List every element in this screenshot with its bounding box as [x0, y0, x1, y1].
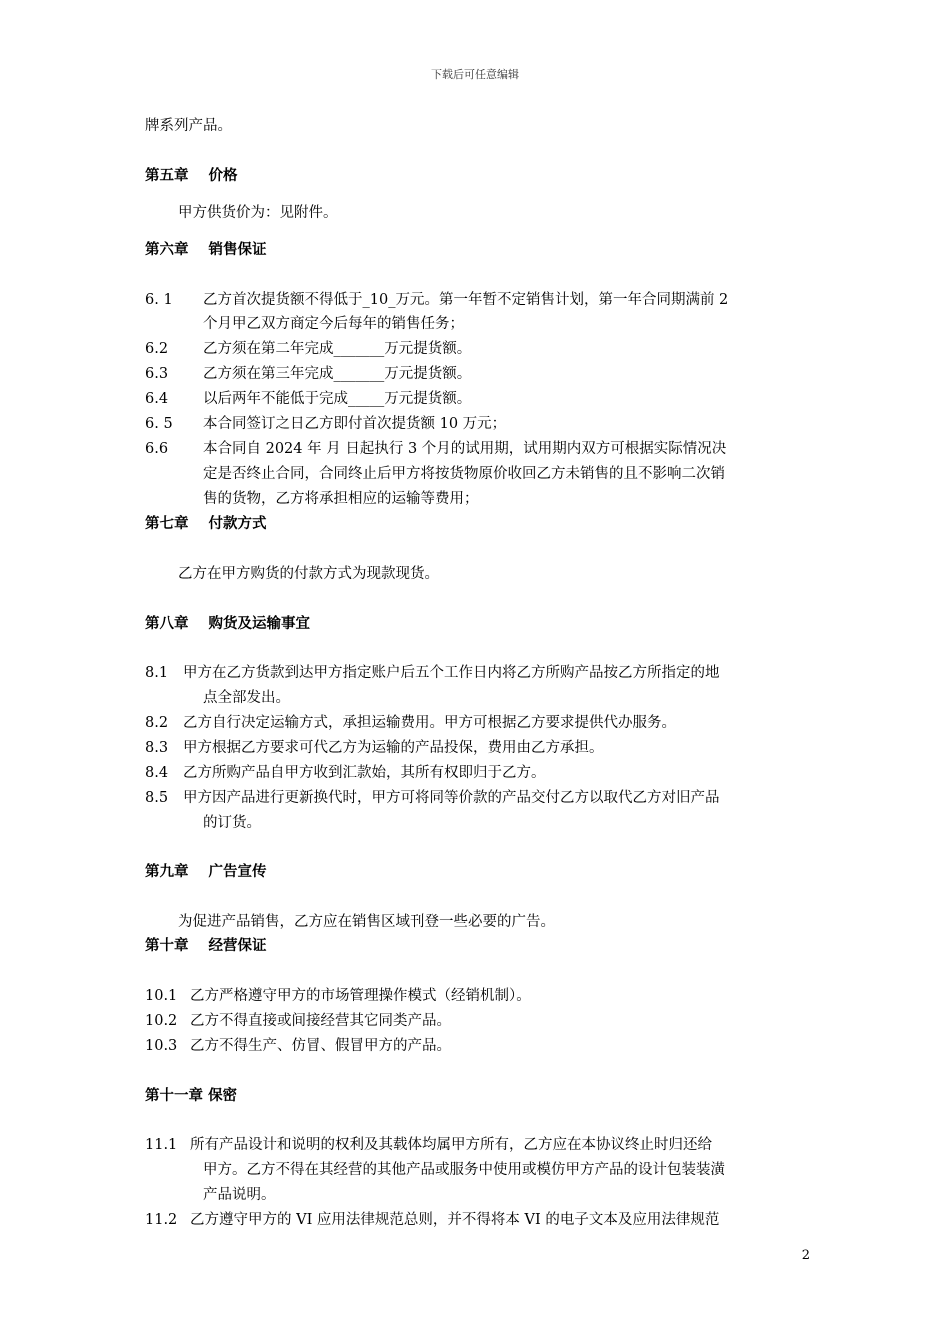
chapter-11-heading	[145, 1086, 237, 1106]
chapter-number: 第六章	[145, 241, 189, 258]
chapter-7-body: 乙方在甲方购货的付款方式为现款现货。	[178, 566, 439, 582]
clause-number: 6. 5	[145, 416, 173, 432]
chapter-title: 价格	[208, 167, 238, 184]
clause-number: 10.2	[145, 1013, 178, 1029]
page-header: 下载后可任意编辑	[431, 68, 519, 81]
clause-number: 6.4	[145, 391, 169, 407]
clause-number: 8.2	[145, 715, 169, 731]
chapter-9-heading	[145, 862, 267, 882]
chapter-title: 付款方式	[208, 515, 267, 532]
chapter-number: 第十一章	[145, 1087, 203, 1104]
clause-text: 甲方。乙方不得在其经营的其他产品或服务中使用或模仿甲方产品的设计包装装潢	[203, 1162, 725, 1178]
clause-text: 点全部发出。	[203, 690, 290, 706]
clause-text: 以后两年不能低于完成_____万元提货额。	[203, 391, 472, 407]
chapter-10-heading	[145, 936, 267, 956]
clause-number: 8.4	[145, 765, 169, 781]
chapter-7-heading	[145, 514, 267, 534]
clause-number: 11.2	[145, 1212, 178, 1228]
chapter-6-heading	[145, 240, 267, 260]
clause-number: 6.6	[145, 441, 169, 457]
chapter-number: 第七章	[145, 515, 189, 532]
chapter-number: 第九章	[145, 863, 189, 880]
chapter-title: 广告宣传	[208, 863, 267, 880]
clause-text: 乙方遵守甲方的 VI 应用法律规范总则，并不得将本 VI 的电子文本及应用法律规范	[190, 1212, 720, 1228]
clause-number: 6. 1	[145, 292, 173, 308]
clause-text: 乙方不得直接或间接经营其它同类产品。	[190, 1013, 451, 1029]
clause-text: 甲方因产品进行更新换代时，甲方可将同等价款的产品交付乙方以取代乙方对旧产品	[183, 790, 720, 806]
intro-line: 牌系列产品。	[145, 118, 232, 134]
chapter-title: 购货及运输事宜	[208, 615, 310, 632]
clause-text: 乙方须在第三年完成_______万元提货额。	[203, 366, 472, 382]
chapter-title: 保密	[208, 1087, 238, 1104]
clause-number: 10.1	[145, 988, 178, 1004]
clause-number: 8.5	[145, 790, 169, 806]
clause-number: 11.1	[145, 1137, 178, 1153]
clause-text: 的订货。	[203, 815, 261, 831]
chapter-number: 第十章	[145, 937, 189, 954]
clause-number: 8.1	[145, 665, 169, 681]
clause-text: 所有产品设计和说明的权利及其载体均属甲方所有，乙方应在本协议终止时归还给	[190, 1137, 712, 1153]
chapter-5-body: 甲方供货价为：见附件。	[178, 205, 338, 221]
clause-text: 乙方须在第二年完成_______万元提货额。	[203, 341, 472, 357]
clause-text: 乙方所购产品自甲方收到汇款始，其所有权即归于乙方。	[183, 765, 546, 781]
clause-text: 甲方在乙方货款到达甲方指定账户后五个工作日内将乙方所购产品按乙方所指定的地	[183, 665, 720, 681]
clause-text: 个月甲乙双方商定今后每年的销售任务；	[203, 316, 464, 332]
clause-text: 本合同自 2024 年 月 日起执行 3 个月的试用期，试用期内双方可根据实际情况决	[203, 441, 727, 457]
clause-text: 乙方不得生产、仿冒、假冒甲方的产品。	[190, 1038, 451, 1054]
page-number: 2	[801, 1248, 810, 1263]
clause-number: 10.3	[145, 1038, 178, 1054]
chapter-8-heading	[145, 614, 310, 634]
clause-text: 乙方严格遵守甲方的市场管理操作模式（经销机制）。	[190, 988, 531, 1004]
clause-text: 售的货物，乙方将承担相应的运输等费用；	[203, 491, 479, 507]
clause-number: 6.3	[145, 366, 169, 382]
clause-text: 产品说明。	[203, 1187, 276, 1203]
chapter-9-body: 为促进产品销售，乙方应在销售区域刊登一些必要的广告。	[178, 914, 555, 930]
clause-text: 定是否终止合同，合同终止后甲方将按货物原价收回乙方未销售的且不影响二次销	[203, 466, 725, 482]
clause-text: 本合同签订之日乙方即付首次提货额 10 万元；	[203, 416, 507, 432]
chapter-number: 第八章	[145, 615, 189, 632]
clause-text: 乙方首次提货额不得低于_10_万元。第一年暂不定销售计划，第一年合同期满前 2	[203, 292, 729, 308]
clause-number: 6.2	[145, 341, 169, 357]
clause-text: 甲方根据乙方要求可代乙方为运输的产品投保，费用由乙方承担。	[183, 740, 604, 756]
chapter-5-heading	[145, 166, 238, 186]
clause-text: 乙方自行决定运输方式，承担运输费用。甲方可根据乙方要求提供代办服务。	[183, 715, 676, 731]
chapter-title: 销售保证	[208, 241, 267, 258]
chapter-title: 经营保证	[208, 937, 267, 954]
chapter-number: 第五章	[145, 167, 189, 184]
clause-number: 8.3	[145, 740, 169, 756]
